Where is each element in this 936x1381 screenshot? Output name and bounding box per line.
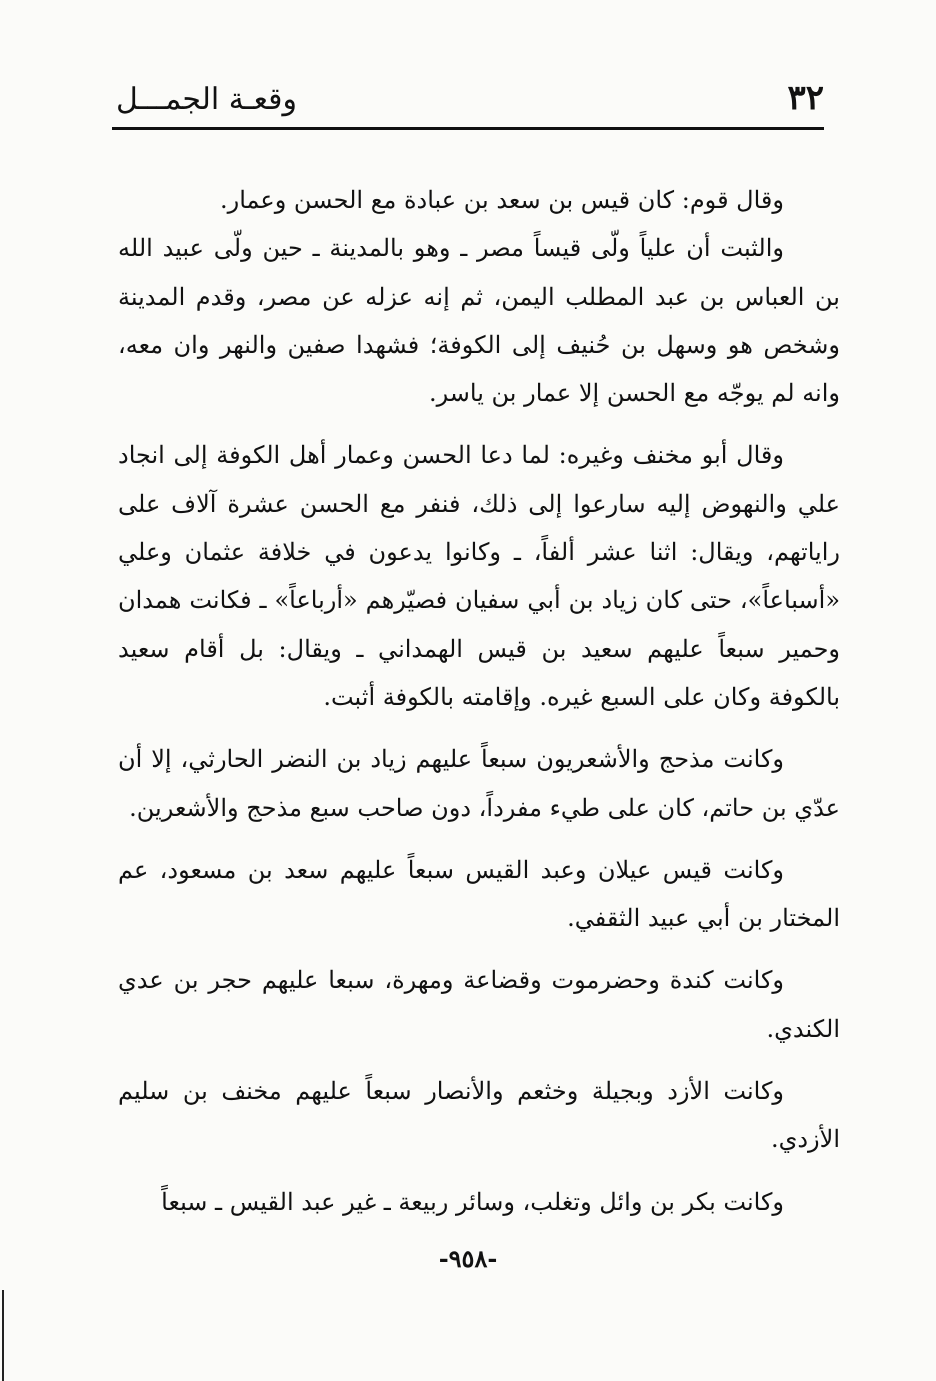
paragraph: والثبت أن علياً ولّى قيساً مصر ـ وهو بالمدينة ـ حين ولّى عبيد الله بن العباس بن عبد المطلب اليمن، ثم إنه عزله عن مصر، وقدم المدينة وشخص هو وسهل بن حُنيف إلى الكوفة؛ فشهدا صفين والنهر وان معه، وانه لم يوجّه مع الحسن إلا عمار بن ياسر. [118, 234, 840, 408]
running-book-title: وقعـة الجمـــل [116, 82, 297, 117]
paragraph: وكانت بكر بن وائل وتغلب، وسائر ربيعة ـ غير عبد القيس ـ سبعاً [161, 1187, 784, 1216]
paragraph: وقال أبو مخنف وغيره: لما دعا الحسن وعمار أهل الكوفة إلى انجاد علي والنهوض إليه سارعوا إلى ذلك، فنفر مع الحسن عشرة آلاف على راياتهم، ويقال: اثنا عشر ألفاً، ـ وكانوا يدعون في خلافة عثمان وعلي «أسباعاً»، حتى كان زياد بن أبي سفيان فصيّرهم «أرباعاً» ـ فكانت همدان وحمير سبعاً عليهم سعيد بن قيس الهمداني ـ ويقال: بل أقام سعيد بالكوفة وكان على السبع غيره. وإقامته بالكوفة أثبت. [118, 441, 840, 711]
paragraph: وكانت قيس عيلان وعبد القيس سبعاً عليهم سعد بن مسعود، عم المختار بن أبي عبيد الثقفي. [118, 855, 840, 933]
body-text [118, 176, 840, 1226]
paragraph: وكانت مذحج والأشعريون سبعاً عليهم زياد بن النضر الحارثي، إلا أن عدّي بن حاتم، كان على طيء مفرداً، دون صاحب سبع مذحج والأشعرين. [118, 745, 840, 822]
page-header [112, 78, 824, 126]
header-page-number: ٣٢ [787, 78, 824, 118]
header-divider [112, 127, 824, 130]
paragraph: وكانت الأزد وبجيلة وخثعم والأنصار سبعاً عليهم مخنف بن سليم الأزدي. [118, 1077, 840, 1154]
paragraph: وقال قوم: كان قيس بن سعد بن عبادة مع الحسن وعمار. [219, 186, 784, 214]
footer-page-number: -٩٥٨- [438, 1244, 498, 1273]
scan-edge-line [2, 1290, 4, 1381]
paragraph: وكانت كندة وحضرموت وقضاعة ومهرة، سبعا عليهم حجر بن عدي الكندي. [118, 966, 840, 1043]
